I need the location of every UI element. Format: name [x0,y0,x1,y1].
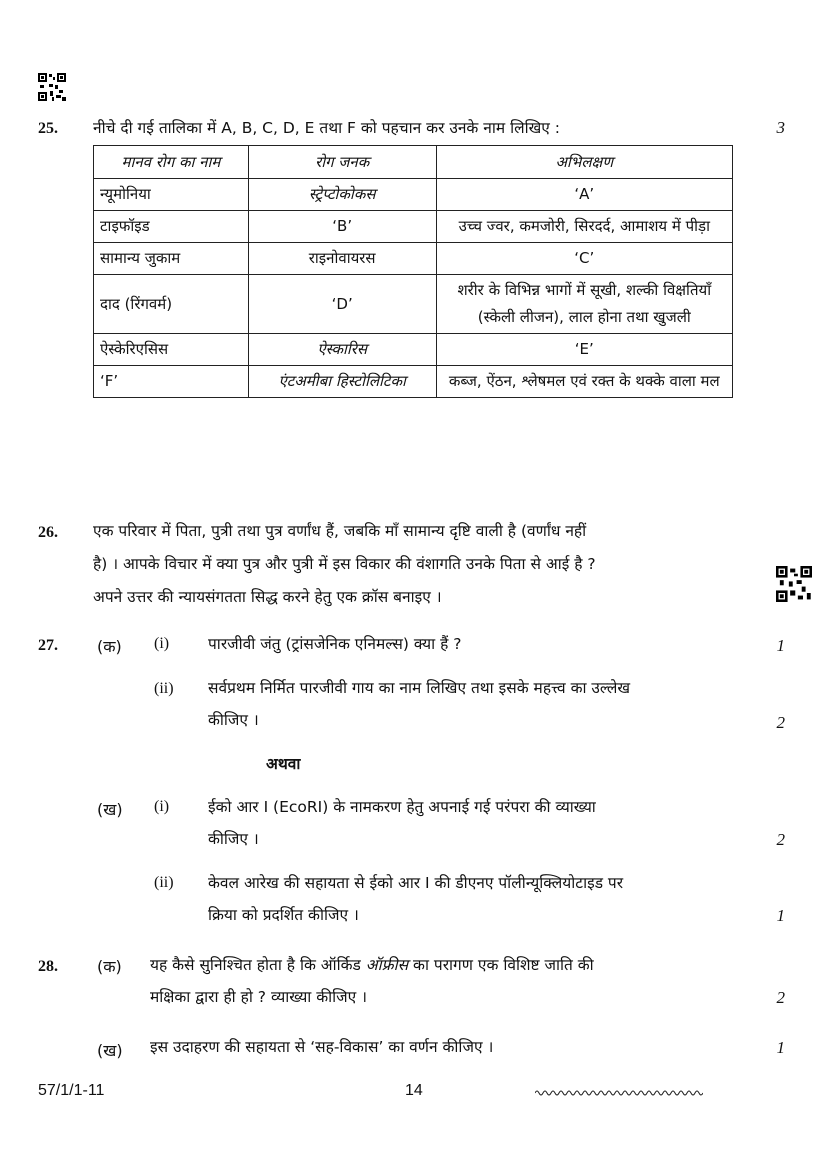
table-cell: राइनोवायरस [248,243,436,275]
sub-part-label: (ii) [154,680,174,697]
table-cell: स्ट्रेप्टोकोकस [248,179,436,211]
question-number: 27. [38,637,58,654]
marks: 1 [776,1038,785,1057]
marks: 2 [776,988,785,1007]
table-cell: एंटअमीबा हिस्टोलिटिका [248,366,436,398]
table-cell: ‘E’ [436,334,732,366]
table-cell: ऐस्केरिएसिस [94,334,249,366]
or-separator: अथवा [266,755,301,773]
table-cell: ‘D’ [248,275,436,334]
question-number: 26. [38,524,58,541]
emphasized-term: ऑफ्रीस [365,956,409,974]
qr-code-icon [38,73,66,101]
marks: 1 [776,906,785,925]
marks: 1 [776,636,785,655]
table-cell: ‘C’ [436,243,732,275]
question-line: कीजिए । [208,830,259,848]
sub-part-label: (क) [97,957,122,976]
sub-part-label: (i) [154,798,170,815]
text-segment: यह कैसे सुनिश्चित होता है कि ऑर्किड [150,956,361,974]
table-cell: सामान्य जुकाम [94,243,249,275]
table-row [94,243,733,275]
column-header: अभिलक्षण [436,146,732,179]
wavy-line [535,1089,703,1097]
question-line: इस उदाहरण की सहायता से ‘सह-विकास’ का वर्णन कीजिए । [150,1038,494,1056]
table-cell: ‘F’ [94,366,249,398]
table-cell: ‘A’ [436,179,732,211]
question-line: कीजिए । [208,711,259,729]
disease-table [93,145,733,398]
table-cell: उच्च ज्वर, कमजोरी, सिरदर्द, आमाशय में पीड़ा [436,211,732,243]
question-line: एक परिवार में पिता, पुत्री तथा पुत्र वर्णांध हैं, जबकि माँ सामान्य दृष्टि वाली है (वर्णांध नहीं [93,522,587,540]
marks: 2 [776,713,785,732]
question-line: सर्वप्रथम निर्मित पारजीवी गाय का नाम लिखिए तथा इसके महत्त्व का उल्लेख [208,679,631,697]
question-line: अपने उत्तर की न्यायसंगतता सिद्ध करने हेतु एक क्रॉस बनाइए । [93,588,442,606]
sub-part-label: (ख) [97,800,123,819]
table-row [94,275,733,334]
sub-part-label: (क) [97,637,122,656]
paper-code: 57/1/1-11 [38,1082,105,1099]
question-line: क्रिया को प्रदर्शित कीजिए । [208,906,359,924]
question-line [150,951,594,980]
table-row [94,179,733,211]
table-header-row [94,146,733,179]
question-line: है) । आपके विचार में क्या पुत्र और पुत्री में इस विकार की वंशागति उनके पिता से आई है ? [93,555,596,573]
marks: 3 [776,118,785,137]
text-segment: का परागण एक विशिष्ट जाति की [413,956,594,974]
table-cell: कब्ज, ऐंठन, श्लेषमल एवं रक्त के थक्के वाला मल [436,366,732,398]
question-number: 28. [38,958,58,975]
table-cell: शरीर के विभिन्न भागों में सूखी, शल्की विक्षतियाँ (स्केली लीजन), लाल होना तथा खुजली [436,275,732,334]
table-cell: न्यूमोनिया [94,179,249,211]
sub-part-label: (i) [154,635,170,652]
question-line: केवल आरेख की सहायता से ईको आर I की डीएनए पॉलीन्यूक्लियोटाइड पर [208,874,624,892]
column-header: रोग जनक [248,146,436,179]
sub-part-label: (ख) [97,1041,123,1060]
table-cell: ऐस्कारिस [248,334,436,366]
sub-part-label: (ii) [154,874,174,891]
question-line: पारजीवी जंतु (ट्रांसजेनिक एनिमल्स) क्या हैं ? [208,635,462,653]
qr-code-icon [776,566,812,602]
question-line: ईको आर I (EcoRI) के नामकरण हेतु अपनाई गई परंपरा की व्याख्या [208,798,596,816]
table-cell: ‘B’ [248,211,436,243]
question-text: नीचे दी गई तालिका में A, B, C, D, E तथा F को पहचान कर उनके नाम लिखिए : [93,119,561,137]
table-row [94,366,733,398]
table-cell: टाइफॉइड [94,211,249,243]
table-cell: दाद (रिंगवर्म) [94,275,249,334]
marks: 2 [776,830,785,849]
column-header: मानव रोग का नाम [94,146,249,179]
table-row [94,211,733,243]
page-number: 14 [405,1082,423,1099]
question-line: मक्षिका द्वारा ही हो ? व्याख्या कीजिए । [150,988,368,1006]
table-row [94,334,733,366]
question-number: 25. [38,120,58,137]
